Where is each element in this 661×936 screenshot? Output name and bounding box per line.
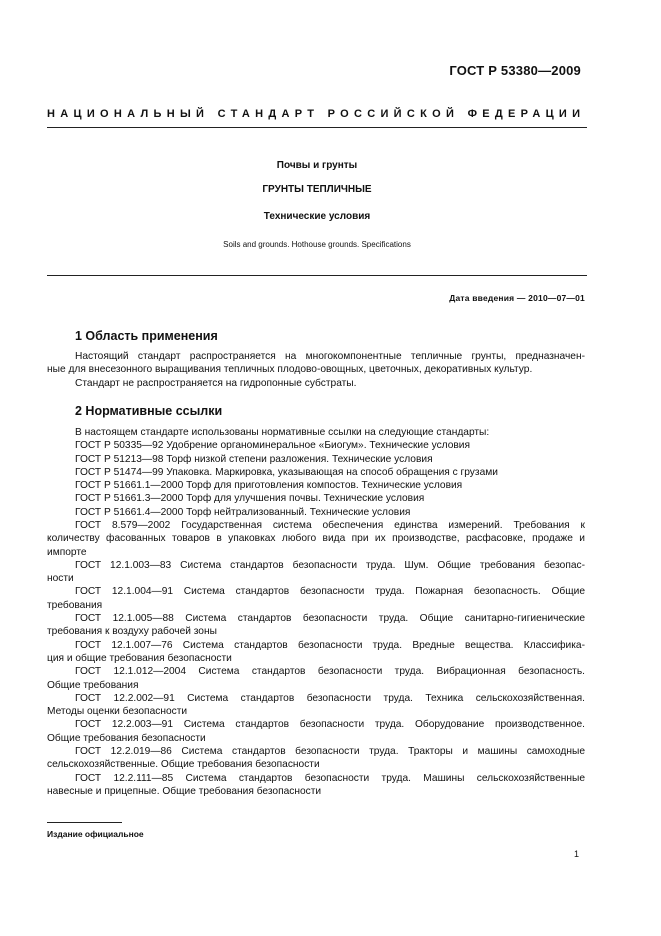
reference-item: ГОСТ 12.1.012—2004 Система стандартов безопасности труда. Вибрационная безопасность. bbox=[75, 666, 585, 678]
reference-item: ГОСТ 12.2.111—85 Система стандартов безопасности труда. Машины сельскохозяйственные bbox=[75, 772, 585, 784]
section-1-line: ные для внесезонного выращивания тепличных плодово-овощных, цветочных, декоративных культур. bbox=[47, 364, 533, 376]
title-line-2: ГРУНТЫ ТЕПЛИЧНЫЕ bbox=[262, 184, 372, 195]
standard-code: ГОСТ Р 53380—2009 bbox=[449, 63, 581, 78]
reference-continuation: ности bbox=[47, 573, 74, 585]
reference-item: ГОСТ 8.579—2002 Государственная система обеспечения единства измерений. Требования к bbox=[75, 520, 585, 531]
header-rule bbox=[47, 127, 587, 128]
reference-continuation: навесные и прицепные. Общие требования безопасности bbox=[47, 785, 322, 797]
section-1-line: Настоящий стандарт распространяется на многокомпонентные тепличные грунты, предназначен- bbox=[75, 351, 585, 362]
reference-item: ГОСТ 12.2.002—91 Система стандартов безопасности труда. Техника сельскохозяйственная. bbox=[75, 692, 585, 704]
reference-item: ГОСТ 12.2.003—91 Система стандартов безопасности труда. Оборудование производственное. bbox=[75, 719, 585, 731]
reference-item: ГОСТ 12.2.019—86 Система стандартов безопасности труда. Тракторы и машины самоходные bbox=[75, 746, 585, 758]
official-edition: Издание официальное bbox=[47, 829, 144, 839]
page-number: 1 bbox=[574, 849, 580, 859]
reference-item: ГОСТ Р 51661.4—2000 Торф нейтрализованный. Технические условия bbox=[75, 506, 411, 518]
title-english: Soils and grounds. Hothouse grounds. Specifications bbox=[223, 240, 411, 249]
reference-item: ГОСТ 12.1.005—88 Система стандартов безопасности труда. Общие санитарно-гигиенические bbox=[75, 613, 585, 625]
section-2-heading: 2 Нормативные ссылки bbox=[75, 404, 223, 418]
reference-list bbox=[75, 426, 587, 519]
reference-continuation: Методы оценки безопасности bbox=[47, 706, 188, 718]
reference-continuation: импорте bbox=[47, 546, 87, 558]
reference-continuation: требования bbox=[47, 599, 103, 611]
section-1-body bbox=[47, 350, 585, 390]
reference-item: ГОСТ Р 51213—98 Торф низкой степени разложения. Технические условия bbox=[75, 453, 433, 465]
section-1-line: Стандарт не распространяется на гидропонные субстраты. bbox=[75, 377, 357, 389]
reference-item: ГОСТ 12.1.003—83 Система стандартов безопасности труда. Шум. Общие требования безопас- bbox=[75, 559, 585, 571]
wrapped-references bbox=[47, 519, 585, 798]
reference-item: ГОСТ Р 51661.3—2000 Торф для улучшения почвы. Технические условия bbox=[75, 493, 425, 505]
reference-continuation: Общие требования bbox=[47, 679, 139, 691]
introduction-date: Дата введения — 2010—07—01 bbox=[449, 293, 585, 303]
reference-continuation: количеству фасованных товаров в упаковках любого вида при их производстве, расфасовке, продаже и bbox=[47, 533, 585, 545]
reference-item: ГОСТ 12.1.007—76 Система стандартов безопасности труда. Вредные вещества. Классифика- bbox=[75, 639, 585, 651]
reference-continuation: Общие требования безопасности bbox=[47, 732, 206, 744]
reference-continuation: сельскохозяйственные. Общие требования безопасности bbox=[47, 759, 320, 771]
national-standard-heading: НАЦИОНАЛЬНЫЙ СТАНДАРТ РОССИЙСКОЙ ФЕДЕРАЦИИ bbox=[47, 108, 586, 120]
title-line-3: Технические условия bbox=[263, 211, 371, 222]
reference-item: ГОСТ 12.1.004—91 Система стандартов безопасности труда. Пожарная безопасность. Общие bbox=[75, 586, 585, 598]
section-1-heading: 1 Область применения bbox=[75, 329, 218, 343]
footnote-rule bbox=[47, 822, 122, 823]
reference-continuation: требования к воздуху рабочей зоны bbox=[47, 626, 217, 638]
title-line-1: Почвы и грунты bbox=[276, 160, 358, 171]
title-rule bbox=[47, 275, 587, 276]
section-2-intro: В настоящем стандарте использованы нормативные ссылки на следующие стандарты: bbox=[75, 427, 490, 438]
reference-item: ГОСТ Р 51661.1—2000 Торф для приготовления компостов. Технические условия bbox=[75, 480, 463, 492]
reference-item: ГОСТ Р 50335—92 Удобрение органоминеральное «Биогум». Технические условия bbox=[75, 440, 471, 452]
reference-item: ГОСТ Р 51474—99 Упаковка. Маркировка, указывающая на способ обращения с грузами bbox=[75, 466, 498, 478]
reference-continuation: ция и общие требования безопасности bbox=[47, 652, 232, 664]
